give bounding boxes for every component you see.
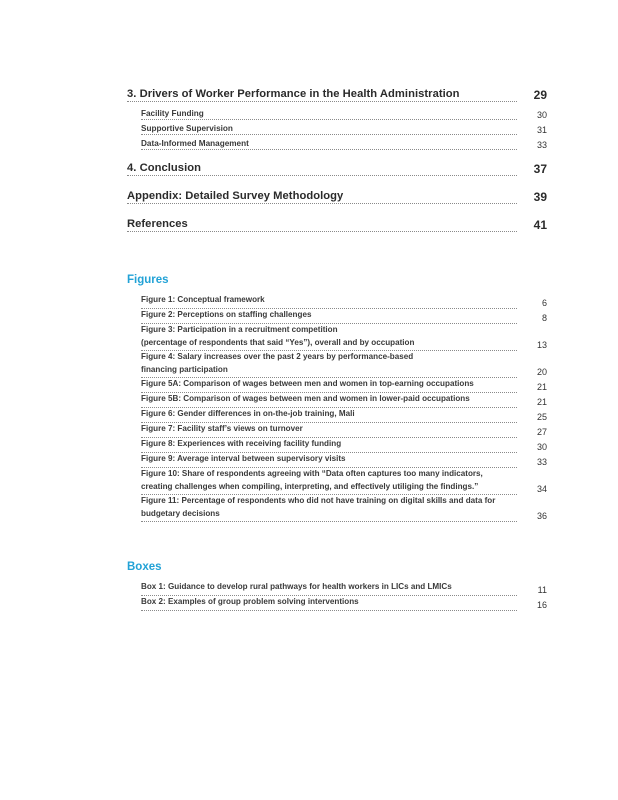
toc-entry-figure[interactable] (141, 423, 547, 438)
toc-entry-label: Facility Funding (141, 109, 517, 120)
toc-entry-figure[interactable] (141, 453, 547, 468)
toc-entry-conclusion[interactable] (127, 162, 547, 176)
figure-page: 30 (536, 441, 547, 452)
toc-entry-label: Data-Informed Management (141, 139, 517, 150)
figure-label-line: Figure 10: Share of respondents agreeing with “Data often captures too many indicators, (141, 469, 483, 478)
toc-entry-facility-funding[interactable] (141, 109, 547, 120)
figure-page: 27 (536, 426, 547, 437)
toc-entry-label: 3. Drivers of Worker Performance in the Health Administration (127, 88, 517, 102)
toc-entry-label: 4. Conclusion (127, 162, 517, 176)
figure-label-line: Figure 4: Salary increases over the past 2 years by performance-based (141, 352, 414, 361)
toc-entry-figure[interactable] (141, 324, 547, 351)
toc-entry-page: 39 (533, 190, 547, 204)
toc-entry-figure[interactable] (141, 294, 547, 309)
toc-entry-figure[interactable] (141, 468, 547, 495)
figure-label: Figure 9: Average interval between supervisory visits (141, 453, 517, 468)
toc-entry-references[interactable] (127, 218, 547, 232)
toc-entry-label: Appendix: Detailed Survey Methodology (127, 190, 517, 204)
figure-page: 33 (536, 456, 547, 467)
figure-label-line: Figure 11: Percentage of respondents who did not have training on digital skills and data for (141, 496, 496, 505)
figure-label: Figure 6: Gender differences in on-the-job training, Mali (141, 408, 517, 423)
box-label: Box 1: Guidance to develop rural pathways for health workers in LICs and LMICs (141, 581, 517, 596)
toc-entry-figure[interactable] (141, 408, 547, 423)
toc-entry-figure[interactable] (141, 351, 547, 378)
toc-entry-figure[interactable] (141, 378, 547, 393)
figure-label: Figure 5B: Comparison of wages between men and women in lower-paid occupations (141, 393, 517, 408)
toc-entry-box[interactable] (141, 596, 547, 611)
figure-label-line: creating challenges when compiling, interpreting, and effectively utiliging the findings.” (141, 481, 479, 491)
boxes-heading: Boxes (127, 561, 162, 573)
figure-label: Figure 1: Conceptual framework (141, 294, 517, 309)
figure-label-line: financing participation (141, 364, 228, 374)
figure-page: 13 (536, 340, 547, 351)
figure-label-line: (percentage of respondents that said “Yes”), overall and by occupation (141, 337, 415, 347)
box-label: Box 2: Examples of group problem solving interventions (141, 596, 517, 611)
toc-entry-figure[interactable] (141, 495, 547, 522)
toc-entry-data-informed-management[interactable] (141, 139, 547, 150)
figure-page: 36 (536, 511, 547, 522)
toc-entry-label: Supportive Supervision (141, 124, 517, 135)
toc-entry-page: 30 (536, 110, 547, 120)
toc-entry-appendix[interactable] (127, 190, 547, 204)
toc-entry-figure[interactable] (141, 438, 547, 453)
toc-entry-label: References (127, 218, 517, 232)
figure-page: 20 (536, 367, 547, 378)
toc-entry-page: 33 (536, 140, 547, 150)
figure-label (141, 324, 517, 351)
toc-entry-page: 29 (533, 88, 547, 102)
figure-label: Figure 8: Experiences with receiving facility funding (141, 438, 517, 453)
box-page: 16 (536, 599, 547, 610)
toc-entry-page: 37 (533, 162, 547, 176)
figure-page: 25 (536, 411, 547, 422)
figure-label-line: Figure 3: Participation in a recruitment competition (141, 325, 338, 334)
toc-entry-page: 41 (533, 218, 547, 232)
figure-page: 6 (541, 297, 547, 308)
figure-label: Figure 7: Facility staff’s views on turnover (141, 423, 517, 438)
toc-entry-figure[interactable] (141, 393, 547, 408)
toc-entry-chapter-3[interactable] (127, 88, 547, 102)
box-page: 11 (537, 584, 547, 595)
figure-label-line: budgetary decisions (141, 508, 220, 518)
figure-page: 8 (541, 312, 547, 323)
figure-label (141, 495, 517, 522)
figure-label: Figure 5A: Comparison of wages between men and women in top-earning occupations (141, 378, 517, 393)
figure-label: Figure 2: Perceptions on staffing challenges (141, 309, 517, 324)
toc-entry-box[interactable] (141, 581, 547, 596)
toc-entry-figure[interactable] (141, 309, 547, 324)
toc-entry-page: 31 (536, 125, 547, 135)
figure-label (141, 468, 517, 495)
figure-page: 21 (536, 396, 547, 407)
figure-page: 34 (536, 484, 547, 495)
figures-heading: Figures (127, 274, 169, 286)
figure-label (141, 351, 517, 378)
toc-entry-supportive-supervision[interactable] (141, 124, 547, 135)
figure-page: 21 (536, 381, 547, 392)
